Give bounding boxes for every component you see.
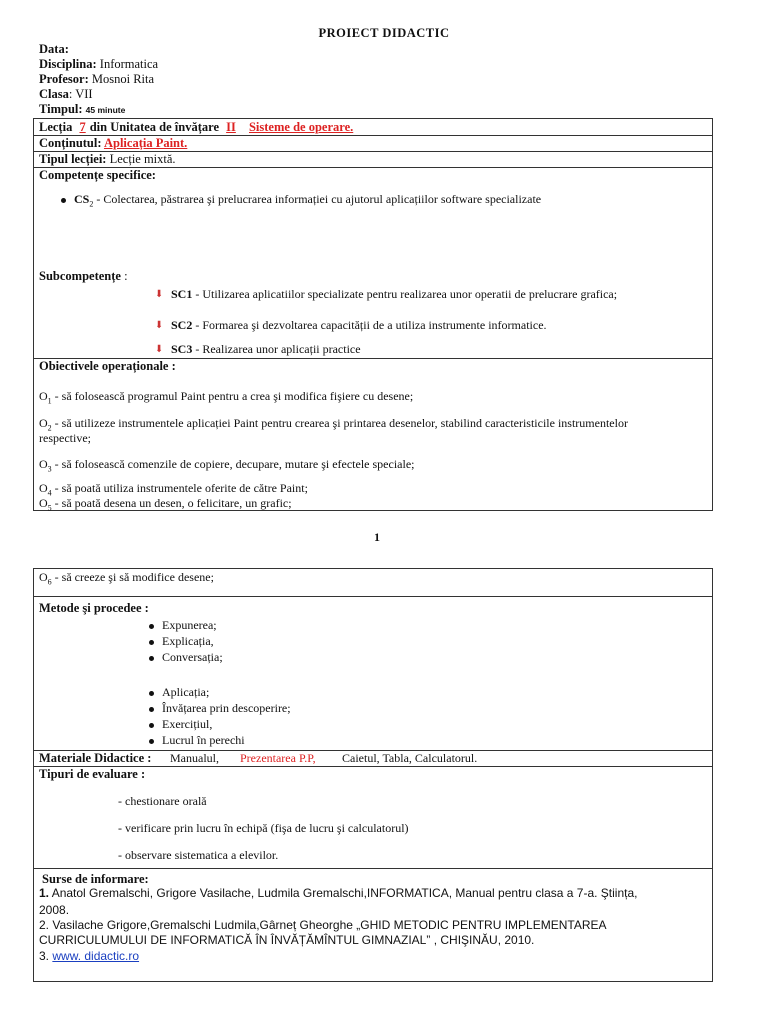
bullet-icon bbox=[149, 691, 154, 696]
header-profesor: Profesor: Mosnoi Rita bbox=[39, 72, 155, 86]
sursa-1: 1. Anatol Gremalschi, Grigore Vasilache, Ludmila Gremalschi,INFORMATICA, Manual pentru clasa a 7-a. Ştiința, bbox=[39, 886, 638, 900]
arrow-icon: ⬇ bbox=[155, 289, 164, 300]
competente-row: Competențe specifice: $CS_2$ - Colectarea, păstrarea şi prelucrarea informației cu ajutorul aplicațiilor software specializate bbox=[34, 167, 712, 288]
subcompetenta-sc3: SC3 - Realizarea unor aplicații practice bbox=[171, 342, 361, 356]
lectia-row: Lecția 7 din Unitatea de învățare II Sisteme de operare. bbox=[39, 120, 354, 134]
evaluare-item: - verificare prin lucru în echipă (fişa de lucru şi calculatorul) bbox=[118, 821, 409, 835]
metoda-item: Explicația, bbox=[162, 634, 214, 648]
tipul-row: Tipul lecției: Lecție mixtă. bbox=[34, 151, 712, 168]
metoda-item: Aplicația; bbox=[162, 685, 210, 699]
surse-row: Surse de informare: 1. Anatol Gremalschi, Grigore Vasilache, Ludmila Gremalschi,INFORMATICA, Manual pentru clasa a 7-a. Ştiința, 2008. 2. Vasilache Grigore,Gremalschi Ludmila,Gârneț Gheorghe „GHID METODIC PENTRU IMPLEMENTAREA CURRICULUMULUI DE INFORMATICĂ ÎN ÎNVĂȚĂMÎNTUL GIMNAZIAL” , CHIŞINĂU, 2010. 3. www. didactic.ro bbox=[34, 868, 712, 983]
bullet-icon bbox=[61, 198, 66, 203]
sursa-3: 3. www. didactic.ro bbox=[39, 949, 140, 963]
bullet-icon bbox=[149, 624, 154, 629]
obiectiv-o6-row: $O_6$ - să creeze şi să modifice desene; bbox=[39, 570, 214, 587]
obiectiv-o1: $O_1$ - să folosească programul Paint pentru a crea şi modifica fişiere cu desene; bbox=[39, 389, 414, 406]
bullet-icon bbox=[149, 640, 154, 645]
obiectiv-o3: $O_3$ - să folosească comenzile de copiere, decupare, mutare şi efectele speciale; bbox=[39, 457, 415, 474]
subcompetenta-sc1: SC1 - Utilizarea aplicatiilor specializate pentru realizarea unor operatii de prelucrare grafica; bbox=[171, 287, 618, 301]
metoda-item: Exercițiul, bbox=[162, 717, 213, 731]
bullet-icon bbox=[149, 723, 154, 728]
bullet-icon bbox=[149, 707, 154, 712]
header-disciplina: Disciplina: Informatica bbox=[39, 57, 159, 71]
obiectiv-o2-cont: respective; bbox=[39, 431, 91, 445]
materiale-row: Materiale Didactice : Manualul, Prezentarea P.P, Caietul, Tabla, Calculatorul. bbox=[34, 750, 712, 767]
obiectiv-o4: $O_4$ - să poată utiliza instrumentele oferite de către Paint; bbox=[39, 481, 308, 498]
header-timpul: Timpul: 45 minute bbox=[39, 102, 126, 116]
lesson-table-page2 bbox=[33, 568, 713, 982]
page-number: 1 bbox=[374, 530, 380, 544]
obiective-row: Obiectivele operaționale : $O_1$ - să folosească programul Paint pentru a crea şi modifica fişiere cu desene; $O_2$ - să utilizeze instrumentele aplicației Paint pentru crearea şi printarea desenelor, stabilind caracteristicile instrumentelor respective; $O_3$ - să folosească comenzile de copiere, decupare, mutare şi efectele speciale; $O_4$ - să poată utiliza instrumentele oferite de către Paint; $O_5$ - să poată desena un desen, o felicitare, un grafic; bbox=[34, 358, 712, 512]
lesson-table-page1 bbox=[33, 118, 713, 511]
obiectiv-o2: $O_2$ - să utilizeze instrumentele aplicației Paint pentru crearea şi printarea desenelor, stabilind caracteristicile instrumentelor bbox=[39, 416, 628, 433]
continutul-row: Conținutul: Aplicația Paint. bbox=[34, 135, 712, 152]
sursa-1-cont: 2008. bbox=[39, 903, 70, 917]
obiectiv-o5: $O_5$ - să poată desena un desen, o felicitare, un grafic; bbox=[39, 496, 292, 513]
evaluare-item: - observare sistematica a elevilor. bbox=[118, 848, 279, 862]
sursa-2-cont: CURRICULUMULUI DE INFORMATICĂ ÎN ÎNVĂȚĂMÎNTUL GIMNAZIAL” , CHIŞINĂU, 2010. bbox=[39, 933, 535, 947]
metoda-item: Învățarea prin descoperire; bbox=[162, 701, 291, 715]
bullet-icon bbox=[149, 739, 154, 744]
metoda-item: Lucrul în perechi bbox=[162, 733, 245, 747]
subcompetente-row: Subcompetențe : ⬇ SC1 - Utilizarea aplicatiilor specializate pentru realizarea unor operatii de prelucrare grafica; ⬇ SC2 - Formarea şi dezvoltarea capacității de a utiliza instrumente informatice. ⬇ SC3 - Realizarea unor aplicații practice bbox=[39, 269, 618, 356]
metoda-item: Expunerea; bbox=[162, 618, 217, 632]
arrow-icon: ⬇ bbox=[155, 320, 164, 331]
header-clasa: Clasa: VII bbox=[39, 87, 93, 101]
evaluare-item: - chestionare orală bbox=[118, 794, 207, 808]
subcompetenta-sc2: SC2 - Formarea şi dezvoltarea capacității de a utiliza instrumente informatice. bbox=[171, 318, 547, 332]
sursa-2: 2. Vasilache Grigore,Gremalschi Ludmila,Gârneț Gheorghe „GHID METODIC PENTRU IMPLEMENTAREA bbox=[39, 918, 607, 932]
metoda-item: Conversația; bbox=[162, 650, 223, 664]
evaluare-row: Tipuri de evaluare : - chestionare orală - verificare prin lucru în echipă (fişa de lucru şi calculatorul) - observare sistematica a elevilor. bbox=[34, 766, 712, 868]
arrow-icon: ⬇ bbox=[155, 344, 164, 355]
bullet-icon bbox=[149, 656, 154, 661]
metode-row: Metode şi procedee : Expunerea; Explicația, Conversația; Aplicația; Învățarea prin descoperire; Exercițiul, Lucrul în perechi bbox=[34, 596, 712, 751]
didactic-link[interactable]: www. didactic.ro bbox=[52, 949, 140, 963]
document-title: PROIECT DIDACTIC bbox=[318, 26, 450, 40]
header-data: Data: bbox=[39, 42, 69, 56]
competenta-cs2: $CS_2$ - Colectarea, păstrarea şi prelucrarea informației cu ajutorul aplicațiilor software specializate bbox=[74, 192, 542, 209]
